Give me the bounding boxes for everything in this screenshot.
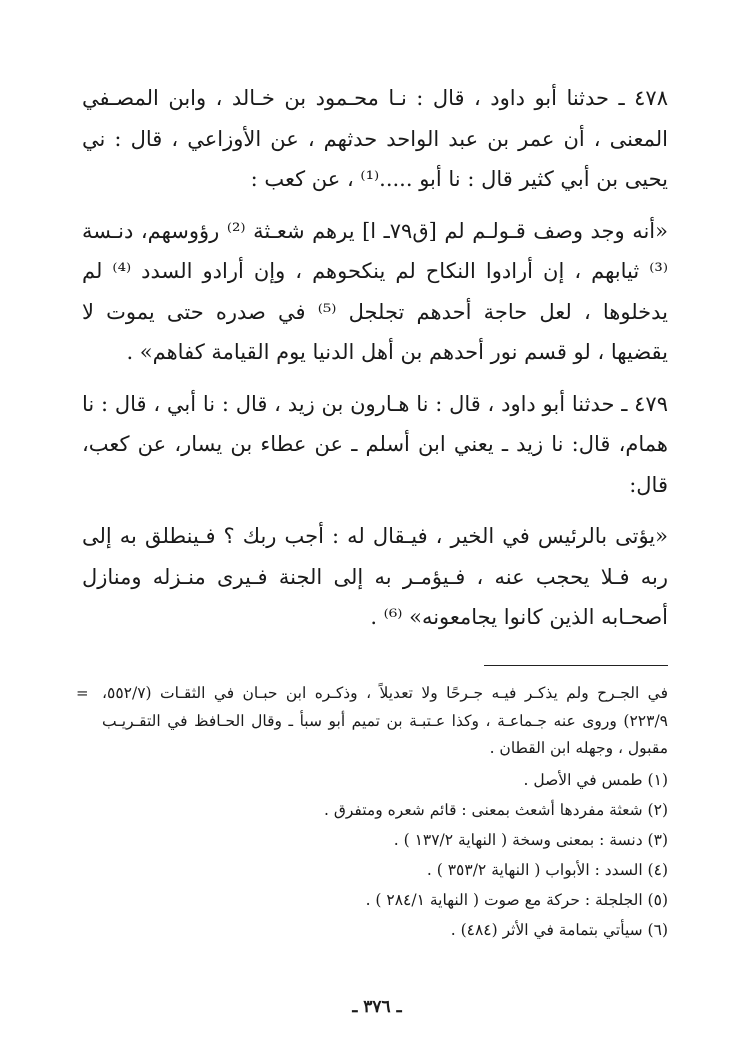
footnote-5: (٥) الجلجلة : حركة مع صوت ( النهاية ٢٨٤/١ ) .	[365, 890, 668, 909]
footnotes	[76, 680, 668, 945]
page-number: ـ ٣٧٦ ـ	[352, 997, 402, 1017]
footnote-continuation	[76, 680, 668, 763]
hadith-478-isnad: ٤٧٨ ـ حدثنا أبو داود ، قال : نـا محـمود بن خـالد ، وابن المصـفي المعنى ، أن عمر بن عبد الواحد حدثهم ، عن الأوزاعي ، قال : ني يحيى بن أبي كثير قال : نا أبو .....⁽¹⁾ ، عن كعب :	[82, 86, 668, 191]
continuation-marker: =	[76, 684, 89, 702]
hadith-478-matn: «أنه وجد وصف قـولـم لم [ق٧٩ـ ا] يرهم شعـثة ⁽²⁾ رؤوسهم، دنـسة ⁽³⁾ ثيابهم ، إن أرادوا النكاح لم ينكحوهم ، وإن أرادو السدد ⁽⁴⁾ لم يدخلوها ، لعل حاجة أحدهم تجلجل ⁽⁵⁾ في صدره حتى يموت لا يقضيها ، لو قسم نور أحدهم بن أهل الدنيا يوم القيامة كفاهم» .	[82, 218, 668, 364]
hadith-479-isnad: ٤٧٩ ـ حدثنا أبو داود ، قال : نا هـارون بن زيد ، قال : نا أبي ، قال : نا همام، قال: نا زيد ـ يعني ابن أسلم ـ عن عطاء بن يسار، عن كعب، قال:	[82, 391, 668, 497]
footnote-divider	[484, 665, 668, 666]
hadith-479-matn: «يؤتى بالرئيس في الخير ، فيـقال له : أجب ربك ؟ فـينطلق به إلى ربه فـلا يحجب عنه ، فـيؤمـر به إلى الجنة فـيرى منـزله ومنازل أصحـابه الذين كانوا يجامعونه» ⁽⁶⁾ .	[82, 524, 668, 629]
main-text	[82, 78, 668, 638]
footnote-continuation-text: في الجـرح ولم يذكـر فيـه جـرحًا ولا تعديلاً ، وذكـره ابن حبـان في الثقـات (٥٥٢/٧، ٢٢٣/٩) وروى عنه جـماعـة ، وكذا عـتبـة بن تميم أبو سبأ ـ وقال الحـافظ في التقـريـب مقبول ، وجهله ابن القطان .	[102, 684, 668, 757]
footnote-4: (٤) السدد : الأبواب ( النهاية ٣٥٣/٢ ) .	[426, 860, 668, 879]
footnote-2: (٢) شعثة مفردها أشعث بمعنى : قائم شعره ومتفرق .	[323, 800, 668, 819]
footnote-3: (٣) دنسة : بمعنى وسخة ( النهاية ١٣٧/٢ ) .	[393, 830, 668, 849]
footnote-6: (٦) سيأتي بتمامة في الأثر (٤٨٤) .	[450, 920, 668, 939]
footnote-1: (١) طمس في الأصل .	[523, 770, 668, 789]
